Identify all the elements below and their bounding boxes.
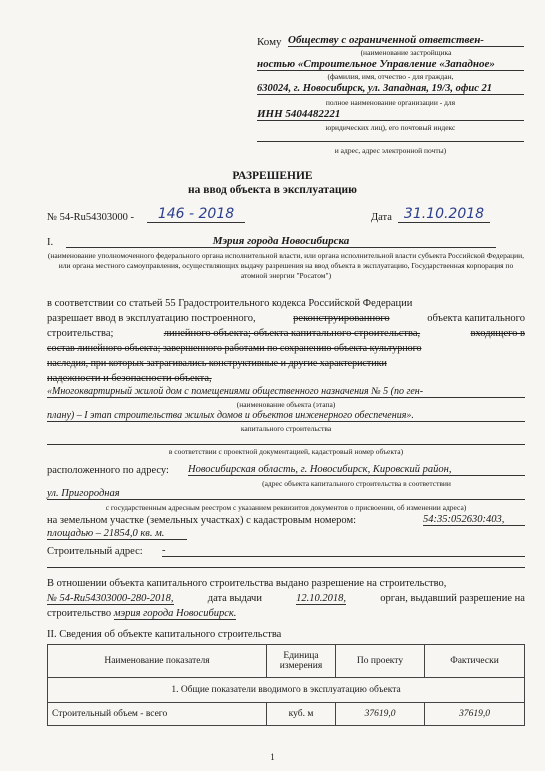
address-label: расположенного по адресу: — [47, 465, 169, 476]
land-plot-number: 54:35:052630:403, — [423, 514, 525, 526]
permit-number-prefix: № 54-Ru54303000 - — [47, 212, 135, 223]
permit-date: 12.10.2018, — [296, 593, 347, 604]
issuing-authority-caption: (наименование уполномоченного федерального органа исполнительной власти, или органа исполнительной власти субъекта Российской Федерации, или органа местного самоуправления, осуществляющих выдачу разрешения на ввод объекта в эксплуатацию, Государственная корпорация по атомной энергии "Росатом") — [47, 251, 525, 280]
document-title: РАЗРЕШЕНИЕ — [232, 170, 313, 182]
permit-issuer: мэрия города Новосибирск. — [113, 608, 237, 619]
land-plot-label: на земельном участке (земельных участках) с кадастровым номером: — [47, 515, 357, 526]
permit-construction-label: строительство — [47, 608, 112, 619]
permit-date-label: дата выдачи — [207, 593, 262, 604]
building-address-blank-line — [47, 566, 525, 568]
recipient-caption5: и адрес, адрес электронной почты) — [334, 146, 447, 155]
body-line-1: в соответствии со статьей 55 Градостроительного кодекса Российской Федерации — [47, 298, 413, 309]
recipient-line1: Обществу с ограниченной ответствен- — [288, 34, 524, 47]
permit-line2 — [47, 593, 525, 605]
body-line-2 — [47, 313, 525, 324]
object-name-line1: «Многоквартирный жилой дом с помещениями общественного назначения № 5 (по ген- — [47, 386, 525, 398]
object-name-caption3: в соответствии с проектной документацией, кадастровый номер объекта) — [168, 447, 404, 456]
address-line2: ул. Пригородная — [47, 488, 525, 500]
object-name-caption2: капитального строительства — [240, 424, 332, 433]
recipient-caption4: юридических лиц), его почтовый индекс — [325, 123, 456, 132]
body-line-3-c: входящего в — [470, 328, 525, 339]
object-name-caption1: (наименование объекта (этапа) — [236, 400, 336, 409]
body-line-2-b: реконструированного — [293, 313, 390, 324]
date-value: 31.10.2018 — [398, 206, 490, 223]
building-address-value: - — [162, 545, 525, 557]
issuing-authority: Мэрия города Новосибирска — [66, 235, 496, 248]
table-header-cell: Фактически — [425, 645, 525, 678]
table-cell-actual: 37619,0 — [425, 703, 525, 726]
recipient-line2: ностью «Строительное Управление «Западное» — [257, 58, 524, 71]
body-line-6: надежности и безопасности объекта, — [47, 373, 212, 384]
body-line-3-b: линейного объекта; объекта капитального строительства, — [163, 328, 421, 339]
table-header-cell: Наименование показателя — [48, 645, 267, 678]
recipient-caption2: (фамилия, имя, отчество - для граждан, — [327, 72, 454, 81]
permit-number-value: 146 - 2018 — [147, 206, 245, 223]
table-header-row — [48, 645, 525, 678]
date-label: Дата — [371, 212, 392, 223]
body-line-2-c: объекта капитального — [427, 313, 525, 324]
recipient-blank-line — [257, 140, 524, 142]
body-line-2-a: разрешает ввод в эксплуатацию построенного, — [47, 313, 256, 324]
object-name-line2: плану) – I этап строительства жилых домов и объектов инженерного обеспечения». — [47, 410, 525, 422]
page-number: 1 — [270, 752, 275, 762]
recipient-caption1: (наименование застройщика — [360, 48, 452, 57]
body-line-4: состав линейного объекта; завершенного работами по сохранению объекта культурного — [47, 343, 422, 354]
address-caption2: с государственным адресным реестром с указанием реквизитов документов о присвоении, об изменении адреса) — [105, 503, 467, 512]
body-line-3-a: строительства; — [47, 328, 114, 339]
building-address-label: Строительный адрес: — [47, 546, 143, 557]
object-blank-line — [47, 443, 525, 445]
table-group-row — [48, 678, 525, 703]
recipient-line4: ИНН 5404482221 — [257, 108, 524, 121]
address-line1: Новосибирская область, г. Новосибирск, Кировский район, — [188, 464, 525, 476]
recipient-line3: 630024, г. Новосибирск, ул. Западная, 19/3, офис 21 — [257, 83, 524, 95]
permit-line1: В отношении объекта капитального строительства выдано разрешение на строительство, — [47, 578, 447, 589]
table-header-cell: Единица измерения — [267, 645, 336, 678]
recipient-caption3: полное наименование организации - для — [325, 98, 456, 107]
recipient-label: Кому — [257, 36, 282, 48]
body-line-5: наследия, при которых затрагивались конструктивные и другие характеристики — [47, 358, 387, 369]
permit-line3 — [47, 608, 236, 619]
land-plot-area: площадью – 21854,0 кв. м. — [47, 528, 187, 540]
address-caption1: (адрес объекта капитального строительства в соответствии — [262, 479, 451, 488]
table-cell-project: 37619,0 — [336, 703, 425, 726]
body-line-3 — [47, 328, 525, 339]
table-cell-unit: куб. м — [267, 703, 336, 726]
table-header-cell: По проекту — [336, 645, 425, 678]
table-cell-name: Строительный объем - всего — [48, 703, 267, 726]
permit-number: № 54-Ru54303000-280-2018, — [47, 593, 174, 604]
permit-issuer-label: орган, выдавший разрешение на — [380, 593, 525, 604]
section-one-number: I. — [47, 237, 54, 248]
section-two-heading: II. Сведения об объекте капитального строительства — [47, 629, 282, 640]
table-row — [48, 703, 525, 726]
table-group-cell: 1. Общие показатели вводимого в эксплуатацию объекта — [48, 678, 525, 703]
document-subtitle: на ввод объекта в эксплуатацию — [188, 184, 357, 196]
object-info-table — [47, 644, 525, 726]
